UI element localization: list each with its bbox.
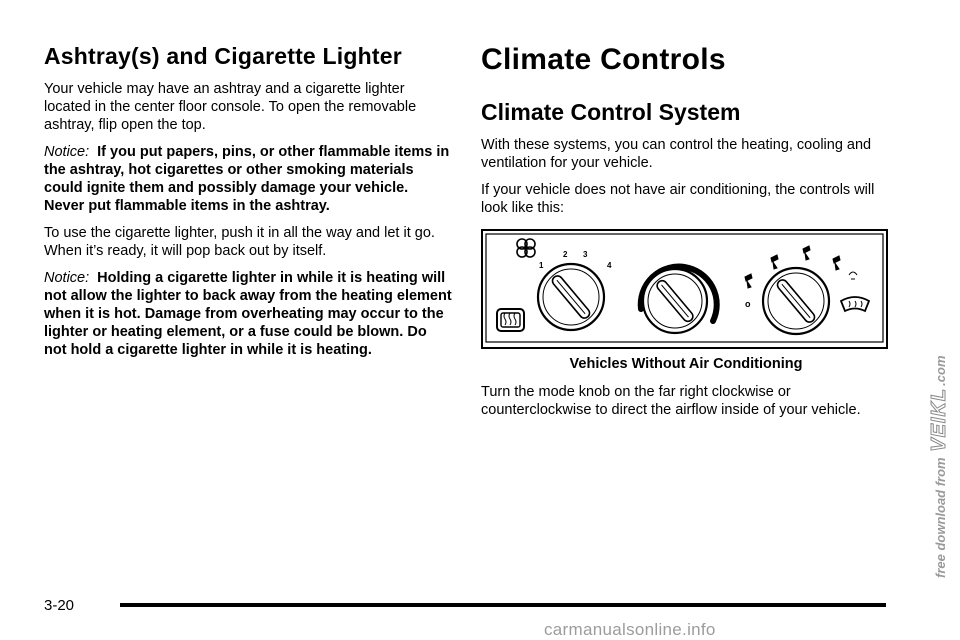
figure-caption: Vehicles Without Air Conditioning [569,356,803,372]
floor-mode-icon [803,246,810,260]
watermark-brand: VEIKL [928,387,950,452]
windshield-defrost-icon [841,297,869,311]
fan-speed-1: 1 [539,261,544,270]
page-title-climate-controls: Climate Controls [481,43,726,76]
climate-para-1: With these systems, you can control the heating, cooling and ventilation for your vehicle. [481,137,872,171]
section-title-ashtray: Ashtray(s) and Cigarette Lighter [44,43,402,69]
site-url-watermark: carmanualsonline.info [544,620,716,639]
climate-control-panel-illustration [483,231,886,347]
ashtray-intro: Your vehicle may have an ashtray and a cigarette lighter located in the center floor console. To open the removable ashtray, flip open the top. [44,81,417,133]
mode-knob [763,268,829,334]
notice-lighter [44,269,452,359]
lighter-usage: To use the cigarette lighter, push it in all the way and let it go. When it’s ready, it will pop back out by itself. [44,225,435,259]
notice-text: If you put papers, pins, or other flammable items in the ashtray, hot cigarettes or other smoking materials could ignite them and possibly damage your vehicle. Never put flammable items in the ashtray. [44,144,450,214]
climate-control-figure [481,229,888,349]
watermark-prefix: free download from [933,457,948,578]
fan-icon [517,239,535,257]
temperature-knob [641,267,717,333]
bi-level-mode-icon [771,255,778,269]
page-number: 3-20 [44,597,75,614]
off-marker: o [745,299,751,309]
footer-rule [120,603,886,607]
fan-speed-2: 2 [563,250,568,259]
vent-mode-icon [745,274,752,288]
section-title-climate-system: Climate Control System [481,99,741,125]
ashtray-section [44,42,452,368]
notice-label: Notice: [44,270,90,286]
climate-para-3: Turn the mode knob on the far right clockwise or counterclockwise to direct the airflow inside of your vehicle. [481,384,861,418]
notice-text: Holding a cigarette lighter in while it is heating will not allow the lighter to back away from the heating element when it is hot. Damage from overheating may occur to the lighter or heating element, or a fuse could be blown. Do not hold a cigarette lighter in while it is heating. [44,270,452,358]
rear-defrost-button-icon [497,309,524,331]
fan-speed-3: 3 [583,250,588,259]
defog-mode-icon [833,256,840,270]
climate-para-2: If your vehicle does not have air conditioning, the controls will look like this: [481,182,875,216]
watermark-suffix: .com [933,355,948,386]
climate-section [481,42,891,428]
side-watermark [928,318,950,578]
fan-speed-knob [538,264,604,330]
fan-speed-4: 4 [607,261,612,270]
windshield-small-icon [849,272,857,279]
notice-label: Notice: [44,144,90,160]
notice-flammable [44,143,452,215]
